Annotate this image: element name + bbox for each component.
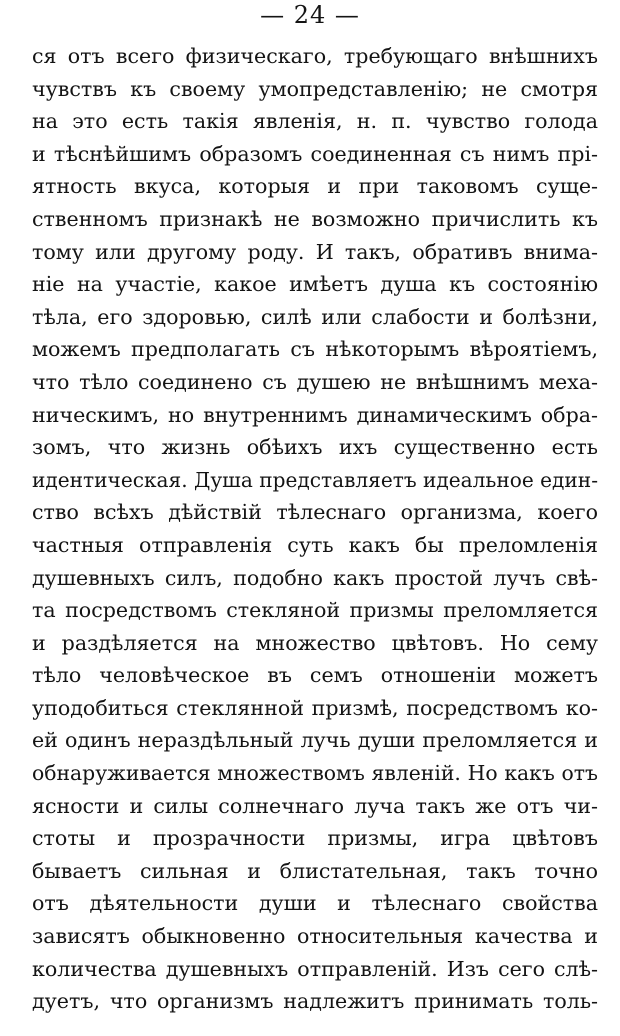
text-line: и раздѣляется на множество цвѣтовъ. Но сему [32,630,598,655]
text-line: на это есть такія явленія, н. п. чувство голода [32,109,598,134]
text-line: тому или другому роду. И такъ, обративъ внима- [32,239,598,264]
text-line: идентическая. Душа представляетъ идеальное един- [32,467,598,492]
text-line: та посредствомъ стекляной призмы преломляется [32,598,598,623]
text-line: ство всѣхъ дѣйствій тѣлеснаго организма, коего [32,500,598,525]
text-line: ственномъ признакѣ не возможно причислить къ [32,206,598,231]
text-line: стоты и прозрачности призмы, игра цвѣтовъ [32,826,598,851]
text-line: отъ дѣятельности души и тѣлеснаго свойства [32,891,598,916]
text-line: бываетъ сильная и блистательная, такъ точно [32,858,598,883]
text-line: ся отъ всего физическаго, требующаго внѣшнихъ [32,44,598,68]
text-line: чувствъ къ своему умопредставленію; не смотря [32,76,598,101]
text-line: ническимъ, но внутреннимъ динамическимъ обра- [32,402,598,427]
text-line: обнаруживается множествомъ явленій. Но какъ отъ [32,761,598,786]
text-line: тѣла, его здоровью, силѣ или слабости и болѣзни, [32,304,598,329]
text-line: тѣло человѣческое въ семъ отношеніи можетъ [32,663,598,688]
text-line: что тѣло соединено съ душею не внѣшнимъ меха- [32,369,598,394]
page-number: — 24 — [260,1,360,29]
text-line: можемъ предполагать съ нѣкоторымъ вѣроятіемъ, [32,337,598,362]
body-text [32,40,598,1018]
text-line: ятность вкуса, которыя и при таковомъ суще- [32,174,598,199]
text-line: дуетъ, что организмъ надлежитъ принимать толь- [32,989,598,1014]
text-line: зависятъ обыкновенно относительныя качества и [32,924,598,949]
text-line: ніе на участіе, какое имѣетъ душа къ состоянію [32,272,598,297]
text-line: ей одинъ нераздѣльный лучь души преломляется и [32,728,598,753]
text-line: частныя отправленія суть какъ бы преломленія [32,532,598,557]
text-line: и тѣснѣйшимъ образомъ соединенная съ нимъ прі- [32,141,598,166]
text-line: душевныхъ силъ, подобно какъ простой лучъ свѣ- [32,565,598,590]
text-line: ясности и силы солнечнаго луча такъ же отъ чи- [32,793,598,818]
text-line: количества душевныхъ отправленій. Изъ сего слѣ- [32,956,598,981]
text-line: уподобиться стеклянной призмѣ, посредствомъ ко- [32,695,598,720]
text-line: зомъ, что жизнь обѣихъ ихъ существенно есть [32,435,598,460]
